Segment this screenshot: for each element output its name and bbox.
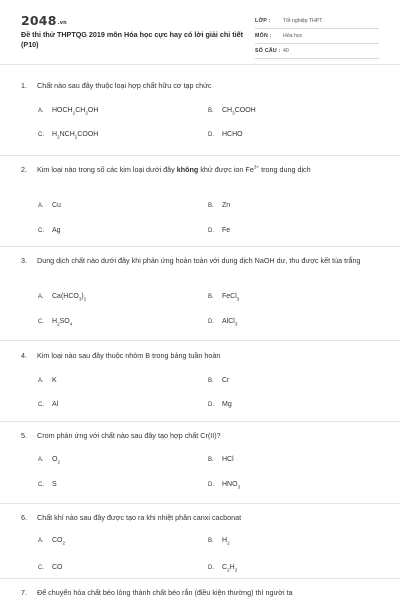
option-text: Ag [52, 227, 61, 234]
site-logo[interactable] [21, 13, 67, 28]
option-letter: B. [208, 203, 214, 209]
answer-option-d[interactable] [208, 564, 237, 571]
option-letter: D. [208, 319, 214, 325]
answer-option-c[interactable] [38, 401, 58, 408]
option-letter: C. [38, 402, 44, 408]
option-letter: A. [38, 294, 44, 300]
option-text: FeCl$_3$ [222, 293, 240, 302]
option-letter: D. [208, 228, 214, 234]
answer-option-a[interactable] [38, 202, 61, 209]
answer-option-a[interactable] [38, 293, 86, 300]
answer-option-c[interactable] [38, 318, 72, 325]
answer-option-b[interactable] [208, 537, 230, 544]
option-text: $Ca(HCO_3)_2$ [52, 293, 87, 302]
option-letter: B. [208, 108, 214, 114]
option-text: $O_2$ [52, 456, 61, 465]
option-text: Cu [52, 202, 61, 209]
question-5 [21, 430, 381, 490]
question-2 [21, 164, 381, 234]
question-stem [21, 587, 381, 599]
question-stem [21, 430, 381, 442]
answer-option-c[interactable] [38, 564, 63, 571]
meta-row-class [255, 14, 379, 29]
question-divider [0, 421, 400, 422]
answer-option-a[interactable] [38, 537, 65, 544]
question-divider [0, 155, 400, 156]
meta-value: 40 [283, 48, 289, 54]
meta-key: MÔN : [255, 33, 272, 39]
question-stem [21, 80, 381, 92]
meta-row-subject [255, 29, 379, 44]
answer-option-b[interactable] [208, 202, 230, 209]
option-text: Cr [222, 377, 230, 384]
question-stem [21, 255, 381, 267]
option-letter: D. [208, 482, 214, 488]
answer-option-c[interactable] [38, 481, 57, 488]
answer-option-a[interactable] [38, 377, 57, 384]
option-letter: B. [208, 294, 214, 300]
question-divider [0, 578, 400, 579]
answer-option-a[interactable] [38, 456, 60, 463]
option-letter: B. [208, 378, 214, 384]
option-letter: D. [208, 402, 214, 408]
option-text: Al [52, 401, 59, 408]
meta-key: LỚP : [255, 18, 271, 24]
question-text: Kim loại nào sau đây thuộc nhóm B trong bảng tuần hoàn [37, 351, 221, 360]
question-number: 7. [21, 588, 27, 597]
header-divider [0, 64, 400, 65]
answer-option-b[interactable] [208, 107, 256, 114]
option-letter: C. [38, 482, 44, 488]
option-letter: C. [38, 319, 44, 325]
answer-option-b[interactable] [208, 456, 234, 463]
meta-value: Tốt nghiệp THPT [283, 18, 323, 24]
question-number: 2. [21, 165, 27, 174]
meta-row-count [255, 44, 379, 59]
meta-key: SỐ CÂU : [255, 48, 281, 54]
option-letter: D. [208, 565, 214, 571]
option-text: AlCl$_3$ [222, 318, 238, 327]
question-1 [21, 80, 381, 140]
question-4 [21, 350, 381, 408]
option-text: $CH_3COOH$ [222, 107, 256, 116]
meta-value: Hóa học [283, 33, 303, 39]
option-letter: B. [208, 457, 214, 463]
answer-option-b[interactable] [208, 377, 229, 384]
question-7 [21, 587, 381, 599]
answer-option-d[interactable] [208, 131, 243, 138]
question-number: 4. [21, 351, 27, 360]
answer-option-c[interactable] [38, 227, 61, 234]
option-letter: C. [38, 565, 44, 571]
answer-option-d[interactable] [208, 401, 232, 408]
question-stem [21, 164, 381, 176]
question-6 [21, 512, 381, 573]
option-letter: C. [38, 132, 44, 138]
option-letter: A. [38, 538, 44, 544]
option-text: Zn [222, 202, 231, 209]
question-stem [21, 350, 381, 362]
logo-text: 2048 [21, 13, 57, 28]
answer-option-c[interactable] [38, 131, 98, 138]
question-number: 5. [21, 431, 27, 440]
question-text: Dung dịch chất nào dưới đây khi phản ứng hoàn toàn với dung dịch NaOH dư, thu được kết tủa trắng [37, 256, 361, 265]
option-text: Fe [222, 227, 231, 234]
question-divider [0, 503, 400, 504]
question-text: Crom phản ứng với chất nào sau đây tạo hợp chất Cr(II)? [37, 431, 221, 440]
option-text: CO [52, 564, 63, 571]
question-text: Chất khí nào sau đây được tạo ra khi nhiệt phân canxi cacbonat [37, 513, 242, 522]
answer-option-a[interactable] [38, 107, 98, 114]
logo-suffix: .vn [57, 20, 67, 26]
option-letter: B. [208, 538, 214, 544]
option-text: S [52, 481, 57, 488]
question-text: Để chuyển hóa chất béo lỏng thành chất béo rắn (điều kiện thường) thì người ta [37, 588, 293, 597]
question-number: 3. [21, 256, 27, 265]
question-divider [0, 340, 400, 341]
option-letter: A. [38, 203, 44, 209]
question-stem [21, 512, 381, 524]
question-text: Kim loại nào trong số các kim loại dưới đây không khử được ion $Fe^{3+}$ trong dung dịch [37, 164, 311, 174]
question-number: 6. [21, 513, 27, 522]
option-text: Mg [222, 401, 232, 408]
option-text: $CO_2$ [52, 537, 66, 546]
answer-option-d[interactable] [208, 318, 237, 325]
document-title: Đề thi thử THPTQG 2019 môn Hóa học cực hay có lời giải chi tiết (P10) [21, 30, 244, 49]
question-text: Chất nào sau đây thuộc loại hợp chất hữu cơ tạp chức [37, 81, 212, 90]
option-letter: A. [38, 457, 44, 463]
option-text: HCl [222, 456, 234, 463]
option-text: $H_2$ [222, 537, 230, 546]
option-text: $H_2SO_4$ [52, 318, 73, 327]
answer-option-d[interactable] [208, 227, 230, 234]
option-letter: C. [38, 228, 44, 234]
option-text: $C_2H_2$ [222, 564, 238, 573]
option-text: K [52, 377, 57, 384]
answer-option-b[interactable] [208, 293, 239, 300]
option-text: $H_2NCH_2COOH$ [52, 131, 99, 140]
option-text: HCHO [222, 131, 243, 138]
question-divider [0, 246, 400, 247]
option-text: $HOCH_2CH_2OH$ [52, 107, 99, 116]
question-number: 1. [21, 81, 27, 90]
option-letter: A. [38, 108, 44, 114]
answer-option-d[interactable] [208, 481, 240, 488]
meta-table [255, 14, 379, 59]
option-letter: A. [38, 378, 44, 384]
option-text: $HNO_3$ [222, 481, 241, 490]
question-3 [21, 255, 381, 327]
option-letter: D. [208, 132, 214, 138]
